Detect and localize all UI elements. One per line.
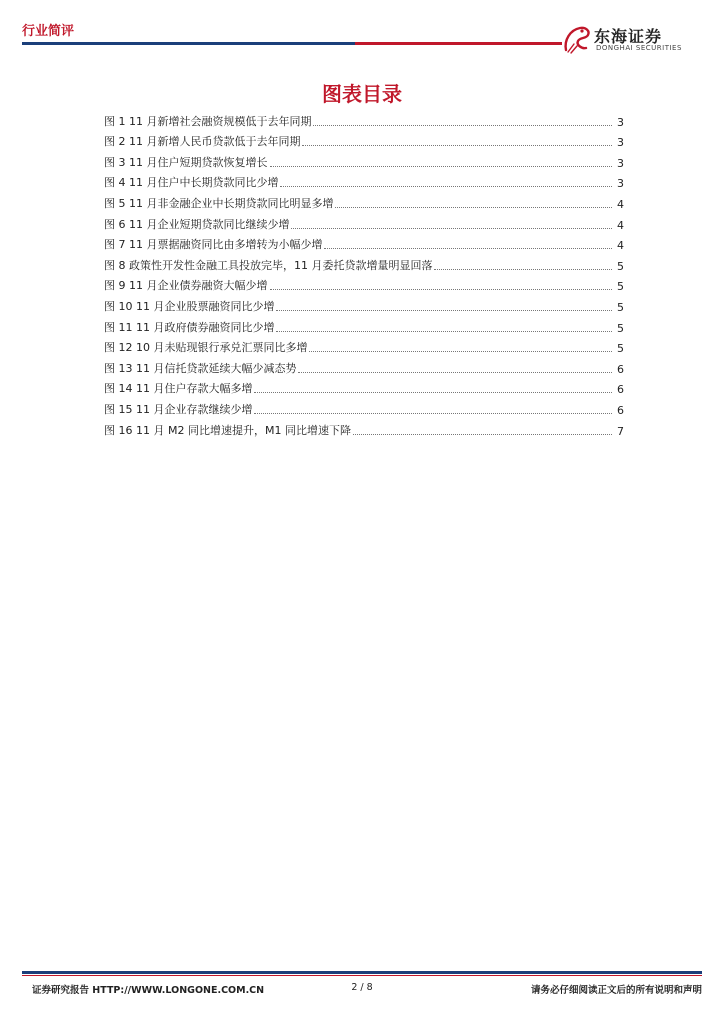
toc-entry[interactable] xyxy=(104,108,624,129)
toc-entry-label: 图 13 11 月信托贷款延续大幅少减态势 xyxy=(104,361,297,375)
toc-entry-label: 图 3 11 月住户短期贷款恢复增长 xyxy=(104,155,268,169)
toc-dot-leader xyxy=(254,391,612,393)
toc-entry-label: 图 9 11 月企业债券融资大幅少增 xyxy=(104,279,268,293)
dragon-logo-icon xyxy=(560,22,592,56)
section-tag: 行业简评 xyxy=(22,24,75,39)
toc-entry-label: 图 16 11 月 M2 同比增速提升，M1 同比增速下降 xyxy=(104,423,351,437)
footer-disclaimer: 请务必仔细阅读正文后的所有说明和声明 xyxy=(530,985,702,996)
toc-entry[interactable] xyxy=(104,355,624,376)
toc-entry-label: 图 2 11 月新增人民币贷款低于去年同期 xyxy=(104,135,301,149)
toc-entry-page: 3 xyxy=(617,177,624,191)
toc-entry-label: 图 6 11 月企业短期贷款同比继续少增 xyxy=(104,217,290,231)
header-divider-accent xyxy=(355,42,562,45)
toc-entry-label: 图 1 11 月新增社会融资规模低于去年同期 xyxy=(104,114,312,128)
footer-source: 证券研究报告 HTTP://WWW.LONGONE.COM.CN xyxy=(32,985,265,996)
toc-dot-leader xyxy=(313,124,612,126)
toc-entry[interactable] xyxy=(104,129,624,150)
toc-dot-leader xyxy=(335,206,612,208)
toc-dot-leader xyxy=(291,227,612,229)
toc-dot-leader xyxy=(270,288,613,290)
logo-chinese-name: 东海证券 xyxy=(594,27,663,46)
toc-dot-leader xyxy=(309,350,612,352)
toc-entry-label: 图 5 11 月非金融企业中长期贷款同比明显多增 xyxy=(104,196,334,210)
toc-entry[interactable] xyxy=(104,211,624,232)
toc-entry-page: 4 xyxy=(617,239,624,253)
toc-entry-page: 5 xyxy=(617,280,624,294)
toc-dot-leader xyxy=(276,309,612,311)
toc-entry[interactable] xyxy=(104,190,624,211)
toc-entry[interactable] xyxy=(104,396,624,417)
toc-entry[interactable] xyxy=(104,273,624,294)
toc-entry-page: 4 xyxy=(617,197,624,211)
toc-entry-label: 图 7 11 月票据融资同比由多增转为小幅少增 xyxy=(104,238,323,252)
toc-entry[interactable] xyxy=(104,417,624,438)
toc-dot-leader xyxy=(270,165,613,167)
figure-toc-list xyxy=(104,108,624,438)
toc-entry[interactable] xyxy=(104,314,624,335)
logo-english-name: DONGHAI SECURITIES xyxy=(596,44,682,52)
toc-entry-page: 5 xyxy=(617,342,624,356)
toc-dot-leader xyxy=(298,371,612,373)
toc-entry-label: 图 11 11 月政府债券融资同比少增 xyxy=(104,320,275,334)
toc-entry-page: 6 xyxy=(617,362,624,376)
toc-entry-label: 图 10 11 月企业股票融资同比少增 xyxy=(104,299,275,313)
toc-dot-leader xyxy=(276,330,612,332)
toc-entry-page: 6 xyxy=(617,403,624,417)
toc-dot-leader xyxy=(434,268,612,270)
toc-entry-page: 5 xyxy=(617,259,624,273)
company-logo xyxy=(560,22,710,56)
toc-dot-leader xyxy=(324,247,612,249)
toc-entry-page: 6 xyxy=(617,383,624,397)
footer-divider xyxy=(22,971,702,974)
toc-dot-leader xyxy=(280,185,612,187)
toc-entry-label: 图 12 10 月未贴现银行承兑汇票同比多增 xyxy=(104,341,308,355)
toc-entry-label: 图 8 政策性开发性金融工具投放完毕，11 月委托贷款增量明显回落 xyxy=(104,258,433,272)
toc-entry-label: 图 4 11 月住户中长期贷款同比少增 xyxy=(104,176,279,190)
toc-dot-leader xyxy=(353,433,612,435)
page-number: 2 / 8 xyxy=(351,982,373,993)
toc-entry[interactable] xyxy=(104,252,624,273)
toc-entry[interactable] xyxy=(104,170,624,191)
toc-entry[interactable] xyxy=(104,149,624,170)
toc-entry-page: 3 xyxy=(617,115,624,129)
toc-entry[interactable] xyxy=(104,376,624,397)
toc-entry-page: 4 xyxy=(617,218,624,232)
toc-entry-label: 图 15 11 月企业存款继续少增 xyxy=(104,402,253,416)
toc-entry[interactable] xyxy=(104,293,624,314)
toc-entry-page: 5 xyxy=(617,321,624,335)
toc-entry-label: 图 14 11 月住户存款大幅多增 xyxy=(104,382,253,396)
toc-title: 图表目录 xyxy=(322,82,402,106)
toc-dot-leader xyxy=(302,144,612,146)
toc-entry[interactable] xyxy=(104,232,624,253)
toc-entry-page: 5 xyxy=(617,300,624,314)
toc-entry[interactable] xyxy=(104,335,624,356)
toc-entry-page: 3 xyxy=(617,156,624,170)
footer-divider-accent xyxy=(22,975,702,976)
toc-entry-page: 3 xyxy=(617,136,624,150)
toc-dot-leader xyxy=(254,412,612,414)
toc-entry-page: 7 xyxy=(617,424,624,438)
